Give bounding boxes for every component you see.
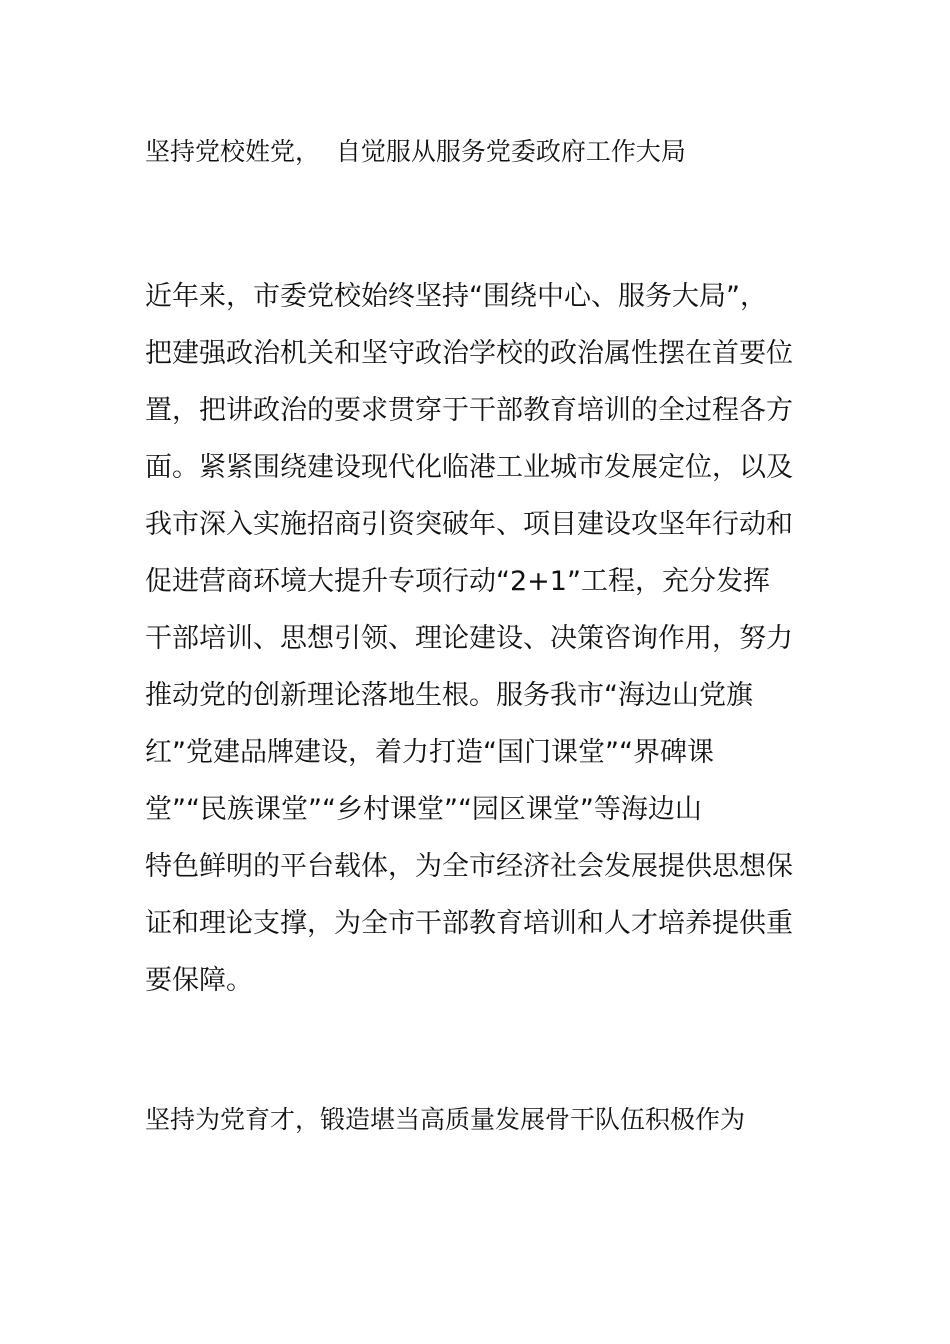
paragraph-line: 置，把讲政治的要求贯穿于干部教育培训的全过程各方	[145, 395, 793, 426]
paragraph-line: 把建强政治机关和坚守政治学校的政治属性摆在首要位	[145, 338, 793, 369]
paragraph-line: 面。紧紧围绕建设现代化临港工业城市发展定位，以及	[145, 452, 793, 483]
body-paragraph	[145, 268, 825, 1009]
paragraph-line: 堂”“民族课堂”“乡村课堂”“园区课堂”等海边山	[145, 794, 702, 825]
section-heading-2: 坚持为党育才，锻造堪当高质量发展骨干队伍积极作为	[145, 1105, 746, 1134]
section-heading-1: 坚持党校姓党， 自觉服从服务党委政府工作大局	[145, 137, 686, 166]
paragraph-line: 促进营商环境大提升专项行动“2+1”工程，充分发挥	[145, 566, 770, 597]
paragraph-line: 干部培训、思想引领、理论建设、决策咨询作用，努力	[145, 623, 793, 654]
paragraph-line: 推动党的创新理论落地生根。服务我市“海边山党旗	[145, 680, 753, 711]
paragraph-line: 红”党建品牌建设，着力打造“国门课堂”“界碑课	[145, 737, 714, 768]
paragraph-line: 特色鲜明的平台载体，为全市经济社会发展提供思想保	[145, 851, 793, 882]
paragraph-line: 我市深入实施招商引资突破年、项目建设攻坚年行动和	[145, 509, 793, 540]
paragraph-line: 证和理论支撑，为全市干部教育培训和人才培养提供重	[145, 908, 793, 939]
paragraph-line: 近年来，市委党校始终坚持“围绕中心、服务大局”，	[145, 281, 767, 312]
paragraph-line: 要保障。	[145, 965, 253, 996]
